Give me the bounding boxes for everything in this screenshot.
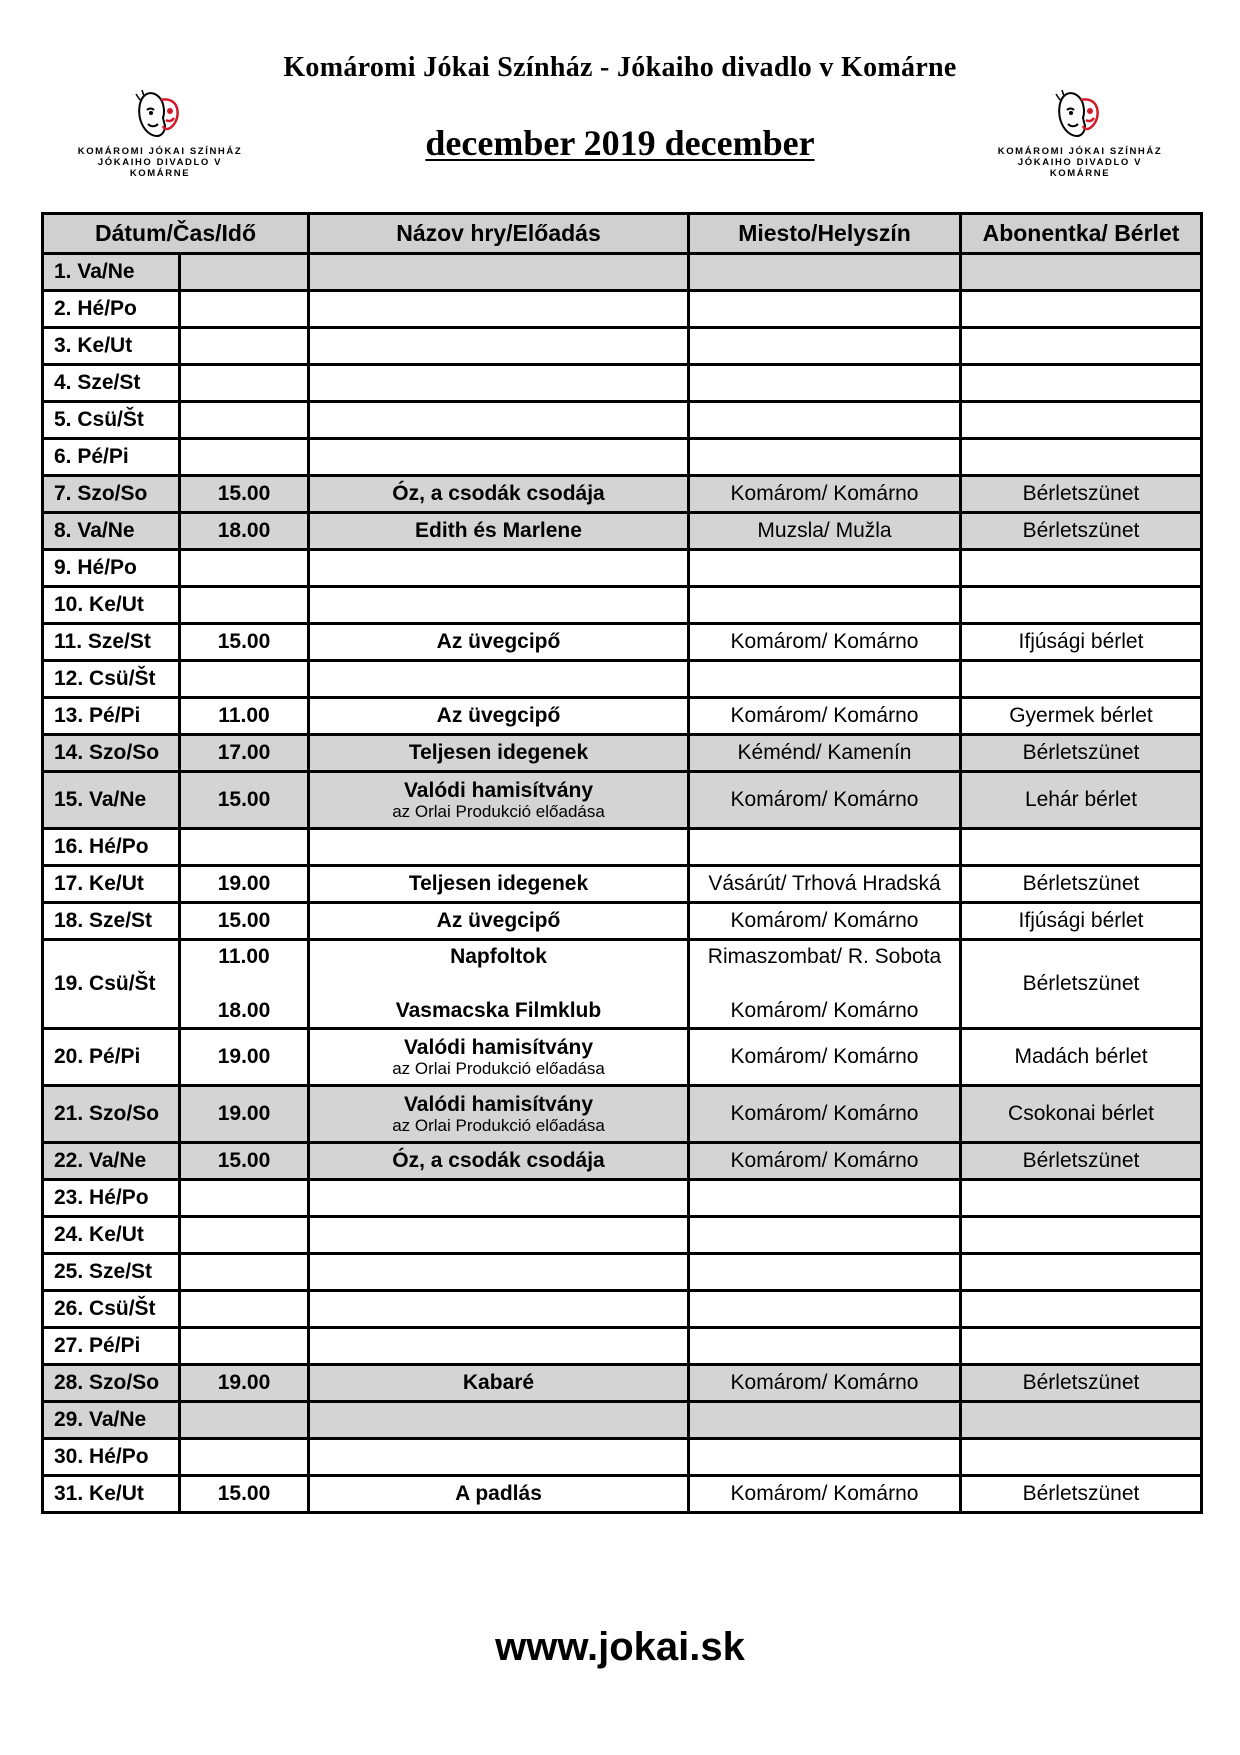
date-cell: 10. Ke/Ut (43, 587, 180, 624)
title-text: Vasmacska Filmklub (395, 999, 602, 1022)
time-cell (180, 1439, 309, 1476)
pass-cell: Ifjúsági bérlet (961, 624, 1202, 661)
time-cell (180, 254, 309, 291)
place-cell: Komárom/ Komárno (689, 1476, 961, 1513)
title-text: Valódi hamisítvány (403, 779, 594, 802)
time-cell (180, 587, 309, 624)
time-cell: 11.00 (180, 698, 309, 735)
pass-cell: Lehár bérlet (961, 772, 1202, 829)
pass-cell (961, 1254, 1202, 1291)
time-text: 11.00 (218, 945, 270, 968)
date-cell: 20. Pé/Pi (43, 1029, 180, 1086)
title-cell: Teljesen idegenek (309, 866, 689, 903)
date-cell: 13. Pé/Pi (43, 698, 180, 735)
place-cell (689, 254, 961, 291)
place-cell (689, 1217, 961, 1254)
table-row (43, 1254, 1202, 1291)
pass-cell: Bérletszünet (961, 476, 1202, 513)
table-row (43, 365, 1202, 402)
table-row (43, 402, 1202, 439)
title-cell (309, 1029, 689, 1086)
table-row (43, 735, 1202, 772)
table-row (43, 476, 1202, 513)
table-row (43, 624, 1202, 661)
place-cell: Komárom/ Komárno (689, 698, 961, 735)
column-header-place: Miesto/Helyszín (689, 214, 961, 254)
pass-cell (961, 587, 1202, 624)
date-cell: 3. Ke/Ut (43, 328, 180, 365)
column-header-pass: Abonentka/ Bérlet (961, 214, 1202, 254)
table-row (43, 1180, 1202, 1217)
footer-url: www.jokai.sk (495, 1625, 745, 1669)
title-cell (309, 365, 689, 402)
time-cell (180, 1180, 309, 1217)
place-text: Rimaszombat/ R. Sobota (707, 945, 942, 968)
title-cell (309, 940, 689, 1029)
title-text: Napfoltok (450, 945, 547, 968)
title-cell (309, 402, 689, 439)
table-row (43, 940, 1202, 1029)
schedule-table (41, 212, 1203, 1514)
date-cell: 23. Hé/Po (43, 1180, 180, 1217)
table-row (43, 291, 1202, 328)
pass-cell: Ifjúsági bérlet (961, 903, 1202, 940)
place-cell (689, 291, 961, 328)
schedule-body (43, 254, 1202, 1513)
month-heading-text: december 2019 december (425, 123, 815, 163)
title-cell: Óz, a csodák csodája (309, 1143, 689, 1180)
table-row (43, 1029, 1202, 1086)
title-cell (309, 1254, 689, 1291)
table-row (43, 513, 1202, 550)
pass-cell: Bérletszünet (961, 735, 1202, 772)
date-cell: 22. Va/Ne (43, 1143, 180, 1180)
time-cell (180, 439, 309, 476)
title-cell (309, 328, 689, 365)
header-row (43, 214, 1202, 254)
title-cell (309, 550, 689, 587)
date-cell: 7. Szo/So (43, 476, 180, 513)
time-cell (180, 1254, 309, 1291)
place-cell: Komárom/ Komárno (689, 624, 961, 661)
title-cell: Az üvegcipő (309, 624, 689, 661)
title-cell (309, 661, 689, 698)
date-cell: 18. Sze/St (43, 903, 180, 940)
pass-cell (961, 829, 1202, 866)
date-cell: 6. Pé/Pi (43, 439, 180, 476)
place-cell: Kéménd/ Kamenín (689, 735, 961, 772)
column-header-title: Názov hry/Előadás (309, 214, 689, 254)
title-cell (309, 1439, 689, 1476)
title-text: Valódi hamisítvány (403, 1093, 594, 1116)
table-row (43, 1328, 1202, 1365)
date-cell: 8. Va/Ne (43, 513, 180, 550)
place-cell (689, 328, 961, 365)
date-cell: 4. Sze/St (43, 365, 180, 402)
pass-cell (961, 1180, 1202, 1217)
place-cell (689, 1328, 961, 1365)
pass-cell (961, 1402, 1202, 1439)
column-header-date: Dátum/Čas/Idő (43, 214, 309, 254)
date-cell: 12. Csü/Št (43, 661, 180, 698)
place-cell (689, 1439, 961, 1476)
time-cell (180, 940, 309, 1029)
logo-text-hu: KOMÁROMI JÓKAI SZÍNHÁZ (997, 146, 1163, 157)
pass-cell (961, 291, 1202, 328)
pass-cell: Madách bérlet (961, 1029, 1202, 1086)
time-cell (180, 1217, 309, 1254)
time-text: 18.00 (217, 999, 271, 1022)
date-cell: 27. Pé/Pi (43, 1328, 180, 1365)
place-cell: Komárom/ Komárno (689, 903, 961, 940)
time-cell: 19.00 (180, 866, 309, 903)
pass-cell: Bérletszünet (961, 866, 1202, 903)
place-cell (689, 1402, 961, 1439)
place-cell: Komárom/ Komárno (689, 1029, 961, 1086)
place-cell (689, 1254, 961, 1291)
place-cell: Komárom/ Komárno (689, 1086, 961, 1143)
place-cell: Komárom/ Komárno (689, 1365, 961, 1402)
title-cell (309, 254, 689, 291)
table-row (43, 439, 1202, 476)
place-cell: Komárom/ Komárno (689, 1143, 961, 1180)
place-cell: Komárom/ Komárno (689, 772, 961, 829)
title-text: Valódi hamisítvány (403, 1036, 594, 1059)
pass-cell: Gyermek bérlet (961, 698, 1202, 735)
place-cell (689, 661, 961, 698)
time-cell: 19.00 (180, 1086, 309, 1143)
date-cell: 21. Szo/So (43, 1086, 180, 1143)
place-cell: Vásárút/ Trhová Hradská (689, 866, 961, 903)
pass-cell (961, 1291, 1202, 1328)
table-row (43, 1402, 1202, 1439)
title-cell (309, 1180, 689, 1217)
date-cell: 19. Csü/Št (43, 940, 180, 1029)
table-row (43, 866, 1202, 903)
table-row (43, 1217, 1202, 1254)
table-row (43, 1476, 1202, 1513)
date-cell: 1. Va/Ne (43, 254, 180, 291)
pass-cell (961, 328, 1202, 365)
time-cell (180, 402, 309, 439)
date-cell: 5. Csü/Št (43, 402, 180, 439)
table-row (43, 1439, 1202, 1476)
time-cell: 15.00 (180, 1143, 309, 1180)
title-cell (309, 1086, 689, 1143)
time-cell (180, 1328, 309, 1365)
title-cell (309, 1291, 689, 1328)
date-cell: 28. Szo/So (43, 1365, 180, 1402)
pass-cell: Bérletszünet (961, 1476, 1202, 1513)
time-cell: 19.00 (180, 1365, 309, 1402)
time-cell (180, 550, 309, 587)
pass-cell: Bérletszünet (961, 1143, 1202, 1180)
title-subtitle: az Orlai Produkció előadása (392, 802, 605, 821)
pass-cell: Bérletszünet (961, 513, 1202, 550)
title-cell: Óz, a csodák csodája (309, 476, 689, 513)
date-cell: 17. Ke/Ut (43, 866, 180, 903)
date-cell: 26. Csü/Št (43, 1291, 180, 1328)
date-cell: 15. Va/Ne (43, 772, 180, 829)
title-cell (309, 1402, 689, 1439)
title-cell (309, 439, 689, 476)
title-cell: A padlás (309, 1476, 689, 1513)
title-cell: Az üvegcipő (309, 698, 689, 735)
place-cell: Muzsla/ Mužla (689, 513, 961, 550)
month-heading (0, 122, 1240, 164)
time-cell: 15.00 (180, 476, 309, 513)
pass-cell (961, 1217, 1202, 1254)
pass-cell: Bérletszünet (961, 1365, 1202, 1402)
title-cell (309, 291, 689, 328)
pass-cell (961, 1439, 1202, 1476)
table-row (43, 661, 1202, 698)
date-cell: 30. Hé/Po (43, 1439, 180, 1476)
time-cell (180, 291, 309, 328)
place-cell (689, 829, 961, 866)
time-cell: 15.00 (180, 1476, 309, 1513)
logo-text-hu: KOMÁROMI JÓKAI SZÍNHÁZ (77, 146, 243, 157)
date-cell: 14. Szo/So (43, 735, 180, 772)
date-cell: 24. Ke/Ut (43, 1217, 180, 1254)
pass-cell (961, 254, 1202, 291)
pass-cell (961, 550, 1202, 587)
pass-cell (961, 661, 1202, 698)
table-row (43, 254, 1202, 291)
time-cell: 15.00 (180, 772, 309, 829)
pass-cell (961, 1328, 1202, 1365)
place-text: Komárom/ Komárno (730, 999, 919, 1022)
title-cell (309, 587, 689, 624)
date-cell: 2. Hé/Po (43, 291, 180, 328)
title-cell: Kabaré (309, 1365, 689, 1402)
title-cell: Teljesen idegenek (309, 735, 689, 772)
date-cell: 29. Va/Ne (43, 1402, 180, 1439)
pass-cell: Csokonai bérlet (961, 1086, 1202, 1143)
table-row (43, 587, 1202, 624)
title-cell (309, 829, 689, 866)
title-cell (309, 1328, 689, 1365)
time-cell: 17.00 (180, 735, 309, 772)
place-cell (689, 587, 961, 624)
time-cell (180, 1402, 309, 1439)
table-row (43, 1143, 1202, 1180)
title-subtitle: az Orlai Produkció előadása (392, 1116, 605, 1135)
time-cell (180, 661, 309, 698)
time-cell: 15.00 (180, 903, 309, 940)
table-row (43, 698, 1202, 735)
date-cell: 25. Sze/St (43, 1254, 180, 1291)
place-cell (689, 550, 961, 587)
place-cell (689, 940, 961, 1029)
date-cell: 16. Hé/Po (43, 829, 180, 866)
place-cell (689, 402, 961, 439)
time-cell: 19.00 (180, 1029, 309, 1086)
table-row (43, 1291, 1202, 1328)
time-cell: 15.00 (180, 624, 309, 661)
table-row (43, 1365, 1202, 1402)
title-cell: Az üvegcipő (309, 903, 689, 940)
table-row (43, 328, 1202, 365)
table-row (43, 550, 1202, 587)
title-subtitle: az Orlai Produkció előadása (392, 1059, 605, 1078)
time-cell (180, 365, 309, 402)
place-cell (689, 1180, 961, 1217)
place-cell (689, 365, 961, 402)
pass-cell: Bérletszünet (961, 940, 1202, 1029)
title-cell (309, 772, 689, 829)
pass-cell (961, 365, 1202, 402)
time-cell (180, 1291, 309, 1328)
table-row (43, 1086, 1202, 1143)
time-cell (180, 328, 309, 365)
date-cell: 31. Ke/Ut (43, 1476, 180, 1513)
title-cell: Edith és Marlene (309, 513, 689, 550)
title-cell (309, 1217, 689, 1254)
logo-text-sk: JÓKAIHO DIVADLO V KOMÁRNE (1017, 157, 1143, 179)
table-row (43, 829, 1202, 866)
logo-text-sk: JÓKAIHO DIVADLO V KOMÁRNE (97, 157, 223, 179)
time-cell (180, 829, 309, 866)
pass-cell (961, 402, 1202, 439)
date-cell: 11. Sze/St (43, 624, 180, 661)
place-cell (689, 439, 961, 476)
table-row (43, 772, 1202, 829)
pass-cell (961, 439, 1202, 476)
date-cell: 9. Hé/Po (43, 550, 180, 587)
page-title: Komáromi Jókai Színház - Jókaiho divadlo v Komárne (283, 52, 957, 83)
time-cell: 18.00 (180, 513, 309, 550)
place-cell (689, 1291, 961, 1328)
place-cell: Komárom/ Komárno (689, 476, 961, 513)
table-row (43, 903, 1202, 940)
